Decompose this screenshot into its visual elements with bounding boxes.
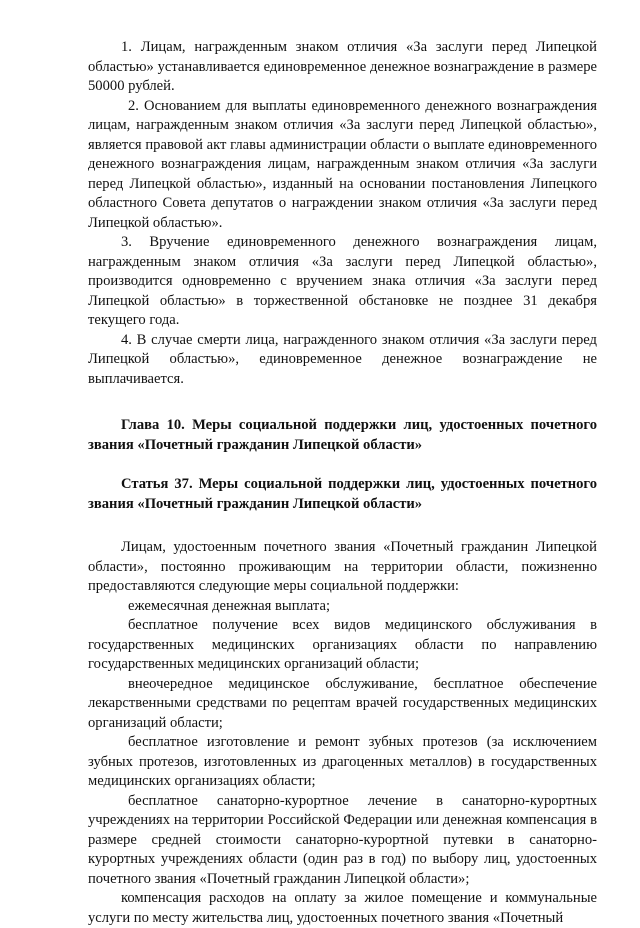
measure-item: компенсация расходов на оплату за жилое помещение и коммунальные услуги по месту жительства лиц, удостоенных почетного звания «Почетный: [88, 890, 597, 926]
measure-item: ежемесячная денежная выплата;: [128, 597, 330, 614]
paragraph-1: 1. Лицам, награжденным знаком отличия «За заслуги перед Липецкой областью» устанавливается единовременное денежное вознаграждение в размере 50000 рублей.: [88, 39, 597, 94]
spacer: [88, 389, 597, 416]
spacer: [88, 514, 597, 538]
measure-item: бесплатное санаторно-курортное лечение в санаторно-курортных учреждениях на территории Российской Федерации или денежная компенсация в размере средней стоимости санаторно-курортной путевки в санаторно-курортных учреждениях области (один раз в год) по выбору лиц, удостоенных почетного звания «Почетный гражданин Липецкой области»;: [88, 792, 597, 887]
article-intro: Лицам, удостоенным почетного звания «Почетный гражданин Липецкой области», постоянно проживающим на территории области, пожизненно предоставляются следующие меры социальной поддержки:: [88, 539, 597, 594]
paragraph-2: 2. Основанием для выплаты единовременного денежного вознаграждения лицам, награжденным знаком отличия «За заслуги перед Липецкой областью», является правовой акт главы администрации области о выплате единовременного денежного вознаграждения лицам, награжденным знаком отличия «За заслуги перед Липецкой областью», изданный на основании постановления Липецкого областного Совета депутатов о награждении знаком отличия «За заслуги перед Липецкой областью».: [88, 97, 597, 231]
measure-item: бесплатное получение всех видов медицинского обслуживания в государственных медицинских организациях области по направлению государственных медицинских организаций области;: [88, 617, 597, 672]
spacer: [88, 455, 597, 475]
measure-item: внеочередное медицинское обслуживание, бесплатное обеспечение лекарственными средствами по рецептам врачей государственных медицинских организаций области;: [88, 675, 597, 731]
paragraph-4: 4. В случае смерти лица, награжденного знаком отличия «За заслуги перед Липецкой областью», единовременное денежное вознаграждение не выплачивается.: [88, 331, 597, 387]
chapter-heading: Глава 10. Меры социальной поддержки лиц, удостоенных почетного звания «Почетный гражданин Липецкой области»: [88, 417, 597, 453]
article-heading: Статья 37. Меры социальной поддержки лиц, удостоенных почетного звания «Почетный гражданин Липецкой области»: [88, 476, 597, 512]
measure-item: бесплатное изготовление и ремонт зубных протезов (за исключением зубных протезов, изготовленных из драгоценных металлов) в государственных медицинских организациях области;: [88, 734, 597, 789]
paragraph-3: 3. Вручение единовременного денежного вознаграждения лицам, награжденным знаком отличия «За заслуги перед Липецкой областью», производится одновременно с вручением знака отличия «За заслуги перед Липецкой областью» в торжественной обстановке не позднее 31 декабря текущего года.: [88, 234, 597, 328]
document-page: [88, 38, 597, 928]
